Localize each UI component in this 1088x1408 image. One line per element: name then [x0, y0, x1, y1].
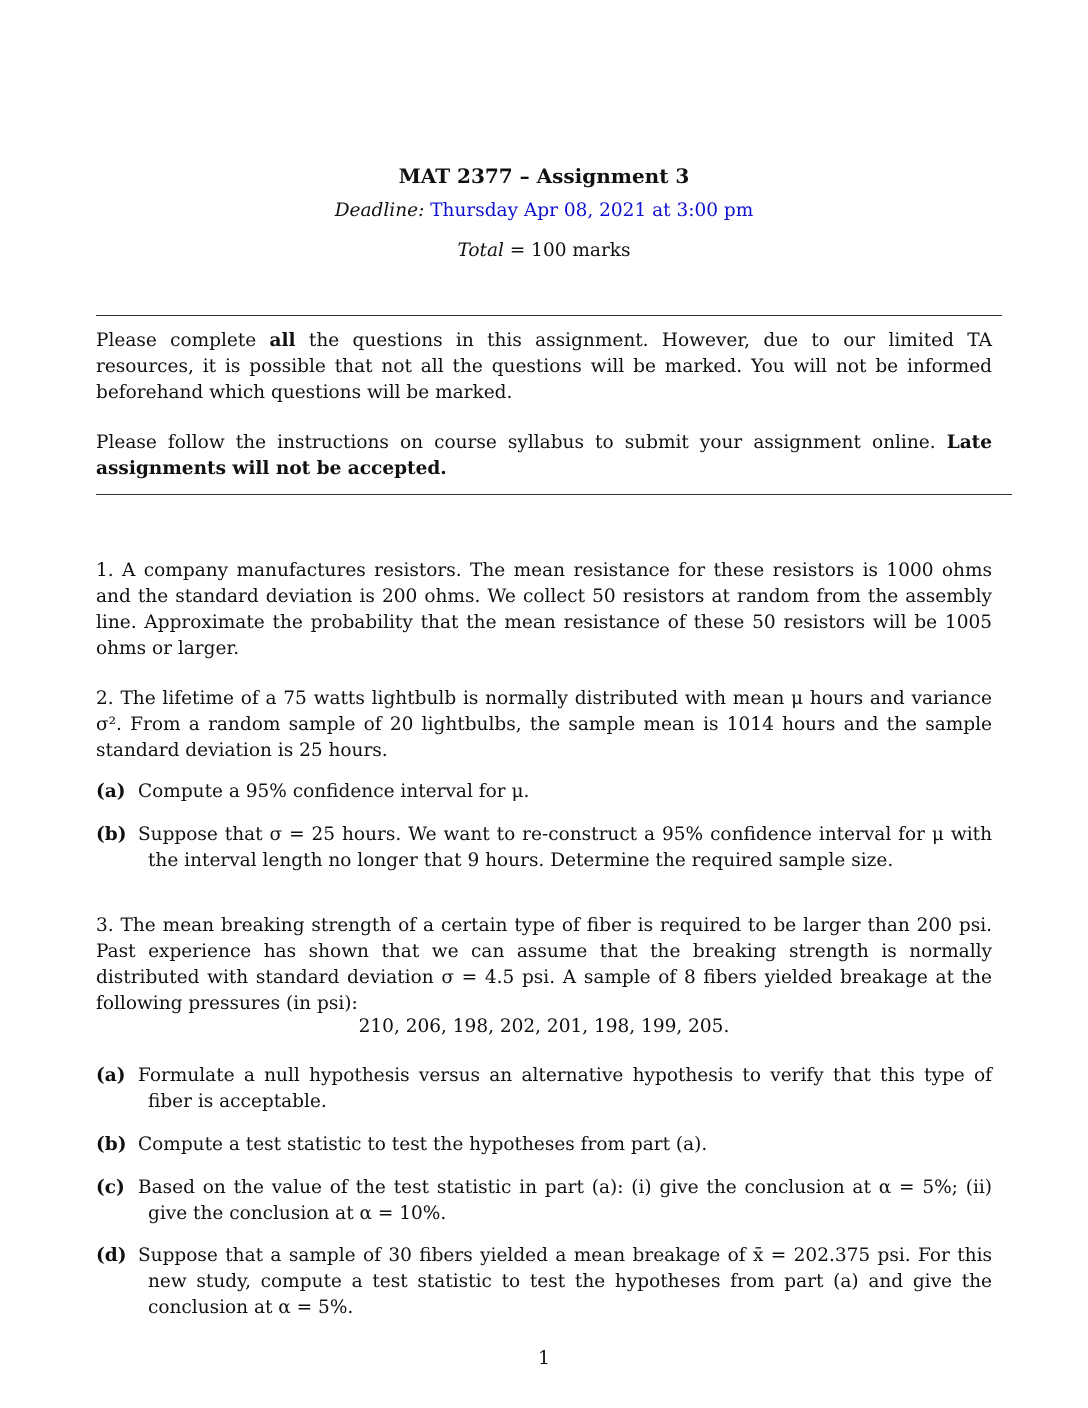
part-label: (a) [96, 781, 126, 802]
deadline-label: Deadline: [334, 200, 425, 221]
divider-bottom [96, 494, 1012, 495]
question-2: 2. The lifetime of a 75 watts lightbulb is normally distributed with mean μ hours and variance σ². From a random sample of 20 lightbulbs, the sample mean is 1014 hours and the sample standard deviation is 25 hours. [96, 688, 992, 761]
part-label: (c) [96, 1177, 125, 1198]
total-value: = 100 marks [503, 240, 631, 261]
data-line: 210, 206, 198, 202, 201, 198, 199, 205. [358, 1016, 730, 1037]
question-3: 3. The mean breaking strength of a certain type of fiber is required to be larger than 200 psi. Past experience has shown that we can assume that the breaking strength is normally distributed with standard deviation σ = 4.5 psi. A sample of 8 fibers yielded breakage at the following pressures (in psi): [96, 915, 992, 1014]
text: Please follow the instructions on course syllabus to submit your assignment online. [96, 432, 947, 453]
deadline [0, 200, 1088, 221]
part-label: (d) [96, 1245, 127, 1266]
divider-top [96, 315, 1002, 316]
part-text: Compute a test statistic to test the hypotheses from part (a). [138, 1134, 708, 1155]
part-label: (b) [96, 1134, 127, 1155]
question-3b [96, 1132, 992, 1158]
text: the questions in this assignment. However, due to our limited TA resources, it is possible that not all the questions will be marked. You will not be informed beforehand which questions will be marked. [96, 330, 992, 403]
total-marks [0, 240, 1088, 261]
text: Please complete [96, 330, 270, 351]
question-3a [96, 1063, 992, 1115]
question-1: 1. A company manufactures resistors. The mean resistance for these resistors is 1000 ohms and the standard deviation is 200 ohms. We collect 50 resistors at random from the assembly line. Approximate the probability that the mean resistance of these 50 resistors will be 1005 ohms or larger. [96, 560, 992, 659]
deadline-link[interactable]: Thursday Apr 08, 2021 at 3:00 pm [430, 200, 754, 221]
page-number: 1 [538, 1348, 550, 1369]
part-text: Suppose that σ = 25 hours. We want to re-construct a 95% confidence interval for μ with the interval length no longer that 9 hours. Determine the required sample size. [138, 824, 992, 871]
part-label: (a) [96, 1065, 126, 1086]
instructions-paragraph-1 [96, 328, 992, 406]
document-title: MAT 2377 – Assignment 3 [398, 164, 690, 188]
question-3d [96, 1243, 992, 1321]
part-text: Formulate a null hypothesis versus an alternative hypothesis to verify that this type of fiber is acceptable. [138, 1065, 992, 1112]
question-2a [96, 779, 992, 805]
bold-text: Late assignments will not be accepted. [96, 432, 992, 479]
part-text: Suppose that a sample of 30 fibers yielded a mean breakage of x̄ = 202.375 psi. For this new study, compute a test statistic to test the hypotheses from part (a) and give the conclusion at α = 5%. [138, 1245, 992, 1318]
total-label: Total [457, 240, 504, 261]
part-text: Compute a 95% confidence interval for μ. [138, 781, 530, 802]
question-2b [96, 822, 992, 874]
part-text: Based on the value of the test statistic in part (a): (i) give the conclusion at α = 5%; (ii) give the conclusion at α = 10%. [138, 1177, 992, 1224]
question-3c [96, 1175, 992, 1227]
part-label: (b) [96, 824, 127, 845]
bold-text: all [269, 330, 296, 351]
instructions-paragraph-2 [96, 430, 992, 482]
